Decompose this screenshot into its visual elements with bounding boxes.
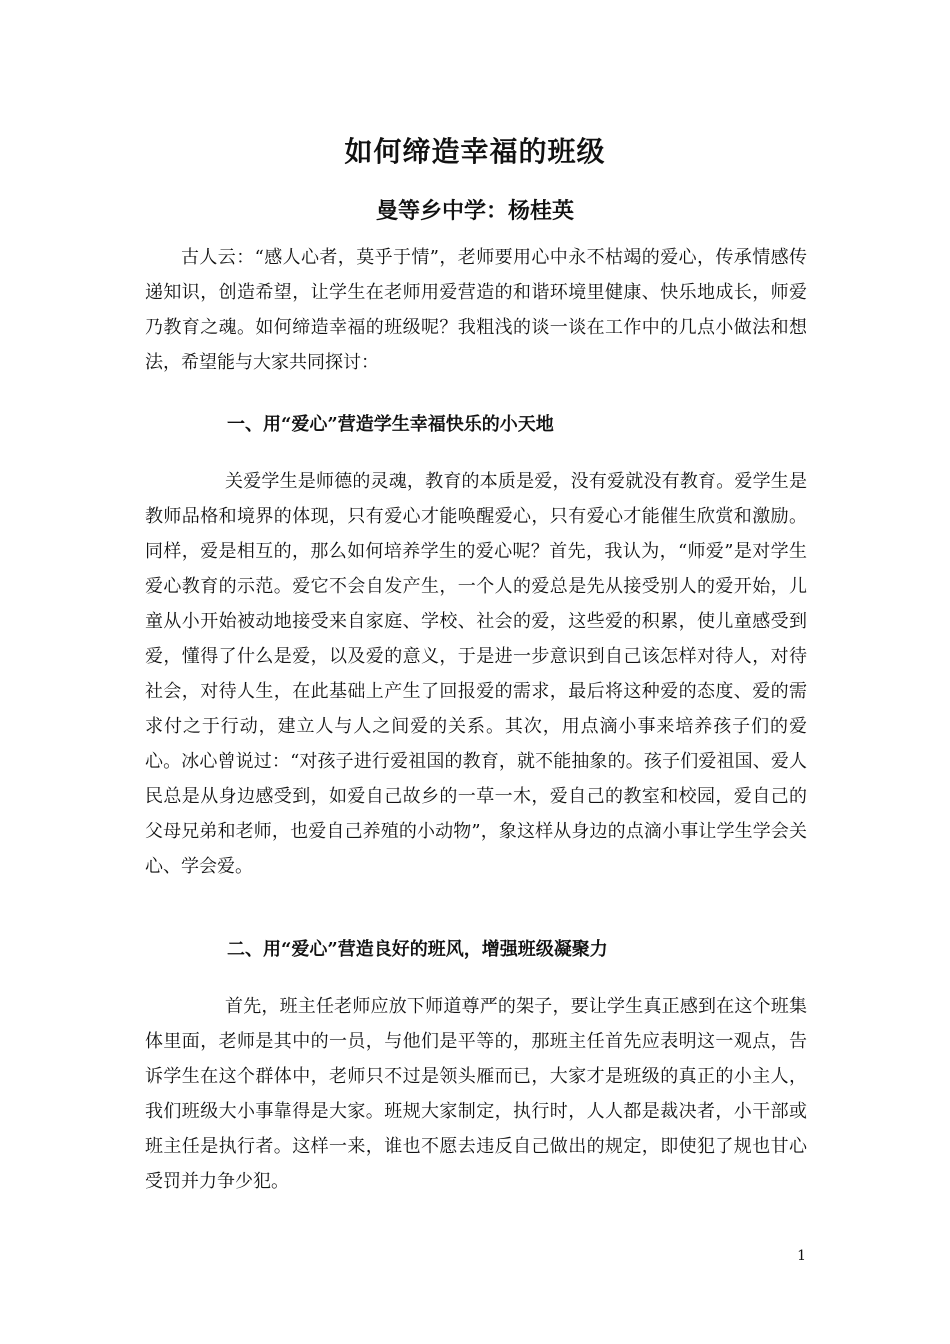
section-heading-2: 二、用“爱心”营造良好的班风，增强班级凝聚力 — [227, 939, 608, 960]
section-paragraph-2: 首先，班主任老师应放下师道尊严的架子，要让学生真正感到在这个班集体里面，老师是其中的一员，与他们是平等的，那班主任首先应表明这一观点，告诉学生在这个群体中，老师只不过是领头雁而已，大家才是班级的真正的小主人，我们班级大小事靠得是大家。班规大家制定，执行时，人人都是裁决者，小干部或班主任是执行者。这样一来，谁也不愿去违反自己做出的规定，即使犯了规也甘心受罚并力争少犯。 — [145, 996, 807, 1192]
section-paragraph-1: 关爱学生是师德的灵魂，教育的本质是爱，没有爱就没有教育。爱学生是教师品格和境界的体现，只有爱心才能唤醒爱心，只有爱心才能催生欣赏和激励。同样，爱是相互的，那么如何培养学生的爱心呢？首先，我认为，“师爱”是对学生爱心教育的示范。爱它不会自发产生，一个人的爱总是先从接受别人的爱开始，儿童从小开始被动地接受来自家庭、学校、社会的爱，这些爱的积累，使儿童感受到爱，懂得了什么是爱，以及爱的意义，于是进一步意识到自己该怎样对待人，对待社会，对待人生，在此基础上产生了回报爱的需求，最后将这种爱的态度、爱的需求付之于行动，建立人与人之间爱的关系。其次，用点滴小事来培养孩子们的爱心。冰心曾说过：“对孩子进行爱祖国的教育，就不能抽象的。孩子们爱祖国、爱人民总是从身边感受到，如爱自己故乡的一草一木，爱自己的教室和校园，爱自己的父母兄弟和老师，也爱自己养殖的小动物”，象这样从身边的点滴小事让学生学会关心、学会爱。 — [145, 471, 807, 877]
page-number: 1 — [797, 1248, 806, 1264]
document-author: 曼等乡中学：杨桂英 — [375, 198, 574, 224]
section-heading-1: 一、用“爱心”营造学生幸福快乐的小天地 — [227, 414, 554, 435]
intro-paragraph: 古人云：“感人心者，莫乎于情”，老师要用心中永不枯竭的爱心，传承情感传递知识，创造希望，让学生在老师用爱营造的和谐环境里健康、快乐地成长，师爱乃教育之魂。如何缔造幸福的班级呢？我粗浅的谈一谈在工作中的几点小做法和想法，希望能与大家共同探讨： — [145, 247, 807, 373]
document-title: 如何缔造幸福的班级 — [344, 135, 606, 168]
